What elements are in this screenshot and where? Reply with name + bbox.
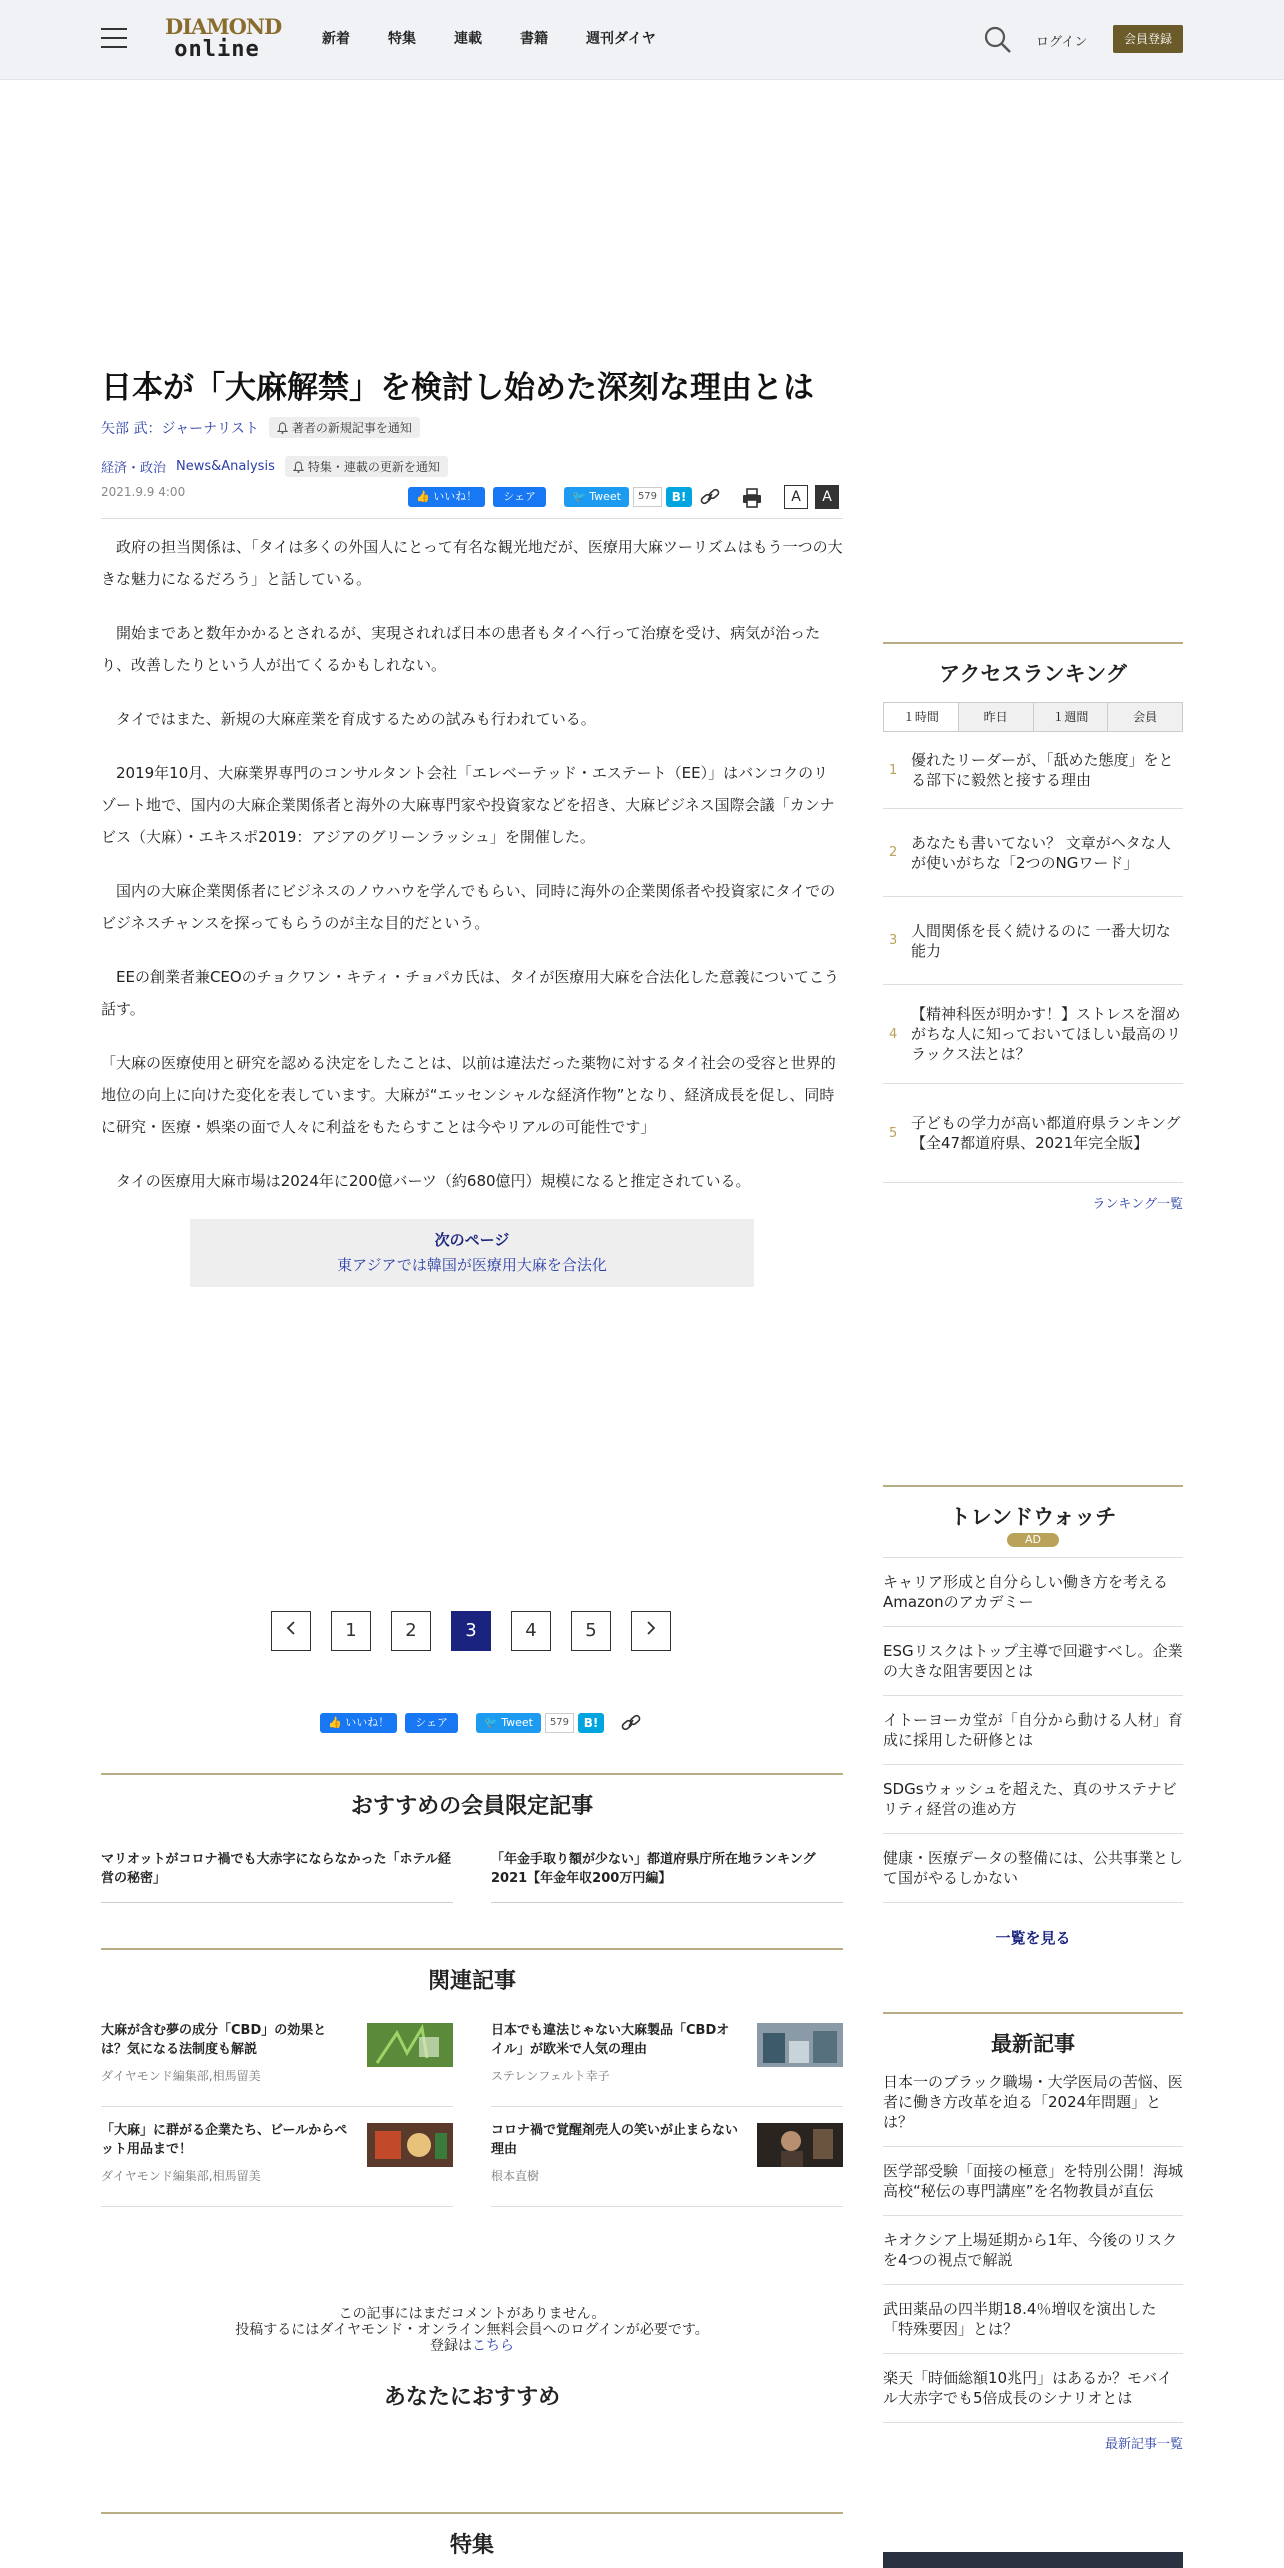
related-item-title: コロナ禍で覚醒剤売人の笑いが止まらない理由	[491, 2123, 739, 2157]
trend-title: トレンドウォッチ	[949, 1506, 1117, 1529]
tab-1hour[interactable]: １時間	[884, 703, 959, 731]
latest-item[interactable]: キオクシア上場延期から1年、今後のリスクを4つの視点で解説	[883, 2216, 1183, 2285]
facebook-share-button[interactable]: シェア	[493, 487, 546, 507]
login-link[interactable]: ログイン	[1036, 35, 1088, 50]
trend-widget	[883, 1485, 1183, 1948]
for-you-section	[101, 2380, 843, 2411]
font-small-button[interactable]: A	[784, 485, 808, 509]
bell-icon	[277, 422, 288, 434]
menu-icon[interactable]	[101, 28, 127, 50]
prev-page-button[interactable]	[271, 1611, 311, 1651]
related-thumbnail	[367, 2123, 453, 2167]
series-notify-label: 特集・連載の更新を通知	[307, 460, 440, 474]
rank-number: 4	[889, 1026, 898, 1042]
nav-item-books[interactable]: 書籍	[520, 30, 548, 46]
logo-top-text: DIAMOND	[165, 14, 282, 39]
publish-date: 2021.9.9 4:00	[101, 485, 186, 499]
search-icon[interactable]	[983, 25, 1013, 55]
recommended-title: おすすめの会員限定記事	[350, 1793, 594, 1818]
trend-item[interactable]: 健康・医療データの整備には、公共事業として国がやるしかない	[883, 1834, 1183, 1903]
related-title: 関連記事	[427, 1968, 516, 1993]
category-row	[101, 456, 843, 477]
sidebar-banner-image[interactable]	[883, 2552, 1183, 2568]
rank-number: 5	[889, 1125, 898, 1141]
ranking-item-title: 優れたリーダーが、「舐めた態度」をとる部下に毅然と接する理由	[911, 751, 1174, 789]
facebook-share-button[interactable]: シェア	[405, 1713, 458, 1733]
ranking-item-title: 【精神科医が明かす！】ストレスを溜めがちな人に知っておいてほしい最高のリラックス法とは？	[911, 1005, 1182, 1063]
article-paragraph: 2019年10月、大麻業界専門のコンサルタント会社「エレベーテッド・エステート（EE）」はバンコクのリゾート地で、国内の大麻企業関係者と海外の大麻専門家や投資家などを招き、大麻ビジネス国際会議「カンナビス（大麻）・エキスポ2019：アジアのグリーンラッシュ」を開催した。	[101, 764, 835, 846]
related-thumbnail	[367, 2023, 453, 2067]
hatena-count: 579	[633, 487, 662, 507]
features-title: 特集	[449, 2532, 494, 2557]
author-row	[101, 417, 843, 438]
ranking-item[interactable]	[883, 1084, 1183, 1183]
page-link[interactable]: 1	[331, 1611, 371, 1651]
related-item-author: ダイヤモンド編集部,相馬留美	[101, 2169, 261, 2183]
related-item[interactable]	[101, 2021, 453, 2107]
ranking-title: アクセスランキング	[939, 663, 1127, 686]
latest-item[interactable]: 日本一のブラック職場・大学医局の苦悩、医者に働き方改革を迫る「2024年問題」とは？	[883, 2058, 1183, 2147]
related-item[interactable]	[101, 2121, 453, 2207]
tweet-label: Tweet	[501, 1716, 533, 1729]
series-notify-button[interactable]	[285, 456, 448, 477]
page-link[interactable]: 2	[391, 1611, 431, 1651]
tab-yesterday[interactable]: 昨日	[959, 703, 1034, 731]
bell-icon	[293, 461, 304, 473]
article-paragraph: 国内の大麻企業関係者にビジネスのノウハウを学んでもらい、同時に海外の企業関係者や投資家にタイでのビジネスチャンスを探ってもらうのが主な目的だという。	[101, 882, 836, 932]
trend-more-link[interactable]: 一覧を見る	[995, 1929, 1071, 1947]
author-link[interactable]: 矢部 武：ジャーナリスト	[101, 420, 259, 437]
related-item[interactable]	[491, 2121, 843, 2207]
related-item-title: 日本でも違法じゃない大麻製品「CBDオイル」が欧米で人気の理由	[491, 2023, 730, 2057]
recommended-item[interactable]: マリオットがコロナ禍でも大赤字にならなかった「ホテル経営の秘密」	[101, 1850, 453, 1903]
rank-number: 2	[889, 845, 898, 860]
article-title: 日本が「大麻解禁」を検討し始めた深刻な理由とは	[101, 370, 814, 405]
related-item-title: 「大麻」に群がる企業たち、ビールからペット用品まで！	[101, 2123, 348, 2157]
site-logo[interactable]	[165, 14, 282, 64]
share-bar	[408, 487, 692, 507]
hatena-count: 579	[545, 1713, 574, 1733]
ranking-item[interactable]	[883, 732, 1183, 809]
tweet-label: Tweet	[589, 490, 621, 503]
article-body	[101, 531, 843, 1197]
rank-number: 3	[889, 933, 898, 948]
link-icon[interactable]	[699, 487, 721, 507]
ranking-item-title: 子どもの学力が高い都道府県ランキング【全47都道府県、2021年完全版】	[911, 1114, 1181, 1152]
latest-more-link[interactable]: 最新記事一覧	[1104, 2437, 1183, 2452]
register-link[interactable]: こちら	[472, 2338, 514, 2354]
page-link[interactable]: 4	[511, 1611, 551, 1651]
ranking-item[interactable]	[883, 897, 1183, 985]
next-page-title: 東アジアでは韓国が医療用大麻を合法化	[337, 1256, 607, 1274]
recommended-section	[101, 1773, 843, 1903]
related-item[interactable]	[491, 2021, 843, 2107]
page-link[interactable]: 5	[571, 1611, 611, 1651]
next-page-button[interactable]	[631, 1611, 671, 1651]
trend-item[interactable]: ESGリスクはトップ主導で回避すべし。企業の大きな阻害要因とは	[883, 1627, 1183, 1696]
like-label: いいね！	[345, 1716, 390, 1729]
comment-login-text: 投稿するにはダイヤモンド・オンライン無料会員へのログインが必要です。	[235, 2322, 709, 2338]
comment-notice	[101, 2306, 843, 2354]
article-paragraph: 政府の担当関係は、「タイは多くの外国人にとって有名な観光地だが、医療用大麻ツーリズムはもう一つの大きな魅力になるだろう」と話している。	[101, 538, 843, 588]
ranking-item-title: 人間関係を長く続けるのに 一番大切な能力	[911, 921, 1171, 960]
tweet-button[interactable]: 🐦 Tweet	[564, 487, 629, 507]
chevron-left-icon	[285, 1620, 297, 1636]
chevron-right-icon	[645, 1620, 657, 1636]
ranking-item[interactable]	[883, 809, 1183, 897]
related-item-author: 根本直樹	[491, 2169, 540, 2183]
register-text: 登録は	[430, 2338, 472, 2354]
related-item-author: ステレンフェルト幸子	[491, 2069, 610, 2083]
site-header	[0, 0, 1284, 80]
latest-item[interactable]: 楽天「時価総額10兆円」はあるか？モバイル大赤字でも5倍成長のシナリオとは	[883, 2354, 1183, 2423]
recommended-item[interactable]: 「年金手取り額が少ない」都道府県庁所在地ランキング2021【年金年収200万円編】	[491, 1850, 843, 1903]
ad-badge: AD	[1007, 1533, 1059, 1547]
print-icon[interactable]	[741, 487, 763, 509]
trend-item[interactable]: イトーヨーカ堂が「自分から動ける人材」育成に採用した研修とは	[883, 1696, 1183, 1765]
hatena-button[interactable]: B!	[578, 1713, 604, 1733]
latest-title: 最新記事	[991, 2033, 1075, 2056]
related-section	[101, 1948, 843, 2221]
article-paragraph: タイではまた、新規の大麻産業を育成するための試みも行われている。	[116, 710, 596, 728]
like-label: いいね！	[433, 490, 478, 503]
facebook-like-button[interactable]: 👍 いいね！	[320, 1713, 397, 1733]
next-page-label: 次のページ	[434, 1231, 510, 1249]
nav-item-features[interactable]: 特集	[388, 30, 416, 46]
logo-bottom-text: online	[174, 37, 260, 62]
hatena-button[interactable]: B!	[666, 487, 692, 507]
ranking-item[interactable]	[883, 985, 1183, 1084]
tweet-button[interactable]: 🐦 Tweet	[476, 1713, 541, 1733]
font-large-button[interactable]: A	[815, 485, 839, 509]
latest-item[interactable]: 武田薬品の四半期18.4％増収を演出した「特殊要因」とは？	[883, 2285, 1183, 2354]
pagination	[271, 1611, 691, 1651]
facebook-like-button[interactable]: 👍 いいね！	[408, 487, 485, 507]
latest-widget	[883, 2012, 1183, 2452]
current-page[interactable]: 3	[451, 1611, 491, 1651]
rank-number: 1	[889, 762, 898, 778]
tab-members[interactable]: 会員	[1108, 703, 1182, 731]
related-thumbnail	[757, 2023, 843, 2067]
ranking-widget	[883, 642, 1183, 1212]
category-link[interactable]: 経済・政治	[101, 461, 167, 476]
ranking-item-title: あなたも書いてない？ 文章がヘタな人が使いがちな「2つのNGワード」	[911, 833, 1171, 872]
tab-1week[interactable]: １週間	[1034, 703, 1109, 731]
comment-empty-text: この記事にはまだコメントがありません。	[338, 2306, 606, 2322]
nav-item-weekly[interactable]: 週刊ダイヤ	[586, 30, 656, 46]
ranking-more-link[interactable]: ランキング一覧	[1092, 1197, 1183, 1212]
article-quote: 「大麻の医療使用と研究を認める決定をしたことは、以前は違法だった薬物に対するタイ社会の受容と世界的地位の向上に向けた変化を表しています。大麻が“エッセンシャルな経済作物”となり、経済成長を促し、同時に研究・医療・娯楽の面で人々に利益をもたらすことは今やリアルの可能性です」	[101, 1054, 836, 1136]
article-paragraph: タイの医療用大麻市場は2024年に200億バーツ（約680億円）規模になると推定されている。	[116, 1172, 751, 1190]
signup-button[interactable]: 会員登録	[1113, 25, 1183, 53]
related-item-title: 大麻が含む夢の成分「CBD」の効果とは？気になる法制度も解説	[101, 2023, 327, 2057]
top-ad-space	[0, 80, 1284, 365]
next-page-link[interactable]	[190, 1219, 754, 1287]
article-paragraph: 開始まであと数年かかるとされるが、実現されれば日本の患者もタイへ行って治療を受け、病気が治ったり、改善したりという人が出てくるかもしれない。	[101, 624, 821, 674]
related-thumbnail	[757, 2123, 843, 2167]
trend-item[interactable]: キャリア形成と自分らしい働き方を考えるAmazonのアカデミー	[883, 1558, 1183, 1627]
for-you-title: あなたにおすすめ	[383, 2384, 561, 2409]
category-link[interactable]: News&Analysis	[176, 459, 275, 474]
features-section	[101, 2512, 843, 2559]
article-paragraph: EEの創業者兼CEOのチョクワン・キティ・チョパカ氏は、タイが医療用大麻を合法化した意義についてこう話す。	[101, 968, 840, 1018]
nav-item-series[interactable]: 連載	[454, 30, 482, 46]
trend-item[interactable]: SDGsウォッシュを超えた、真のサステナビリティ経営の進め方	[883, 1765, 1183, 1834]
meta-row	[101, 483, 843, 519]
author-notify-button[interactable]	[269, 417, 420, 438]
main-nav	[322, 28, 694, 48]
nav-item-new[interactable]: 新着	[322, 30, 350, 46]
share-bar-bottom	[320, 1713, 642, 1733]
related-item-author: ダイヤモンド編集部,相馬留美	[101, 2069, 261, 2083]
ranking-tabs	[883, 702, 1183, 732]
link-icon[interactable]	[620, 1713, 642, 1733]
latest-item[interactable]: 医学部受験「面接の極意」を特別公開！海城高校“秘伝の専門講座”を名物教員が直伝	[883, 2147, 1183, 2216]
author-notify-label: 著者の新規記事を通知	[291, 421, 412, 435]
article	[101, 365, 843, 1287]
